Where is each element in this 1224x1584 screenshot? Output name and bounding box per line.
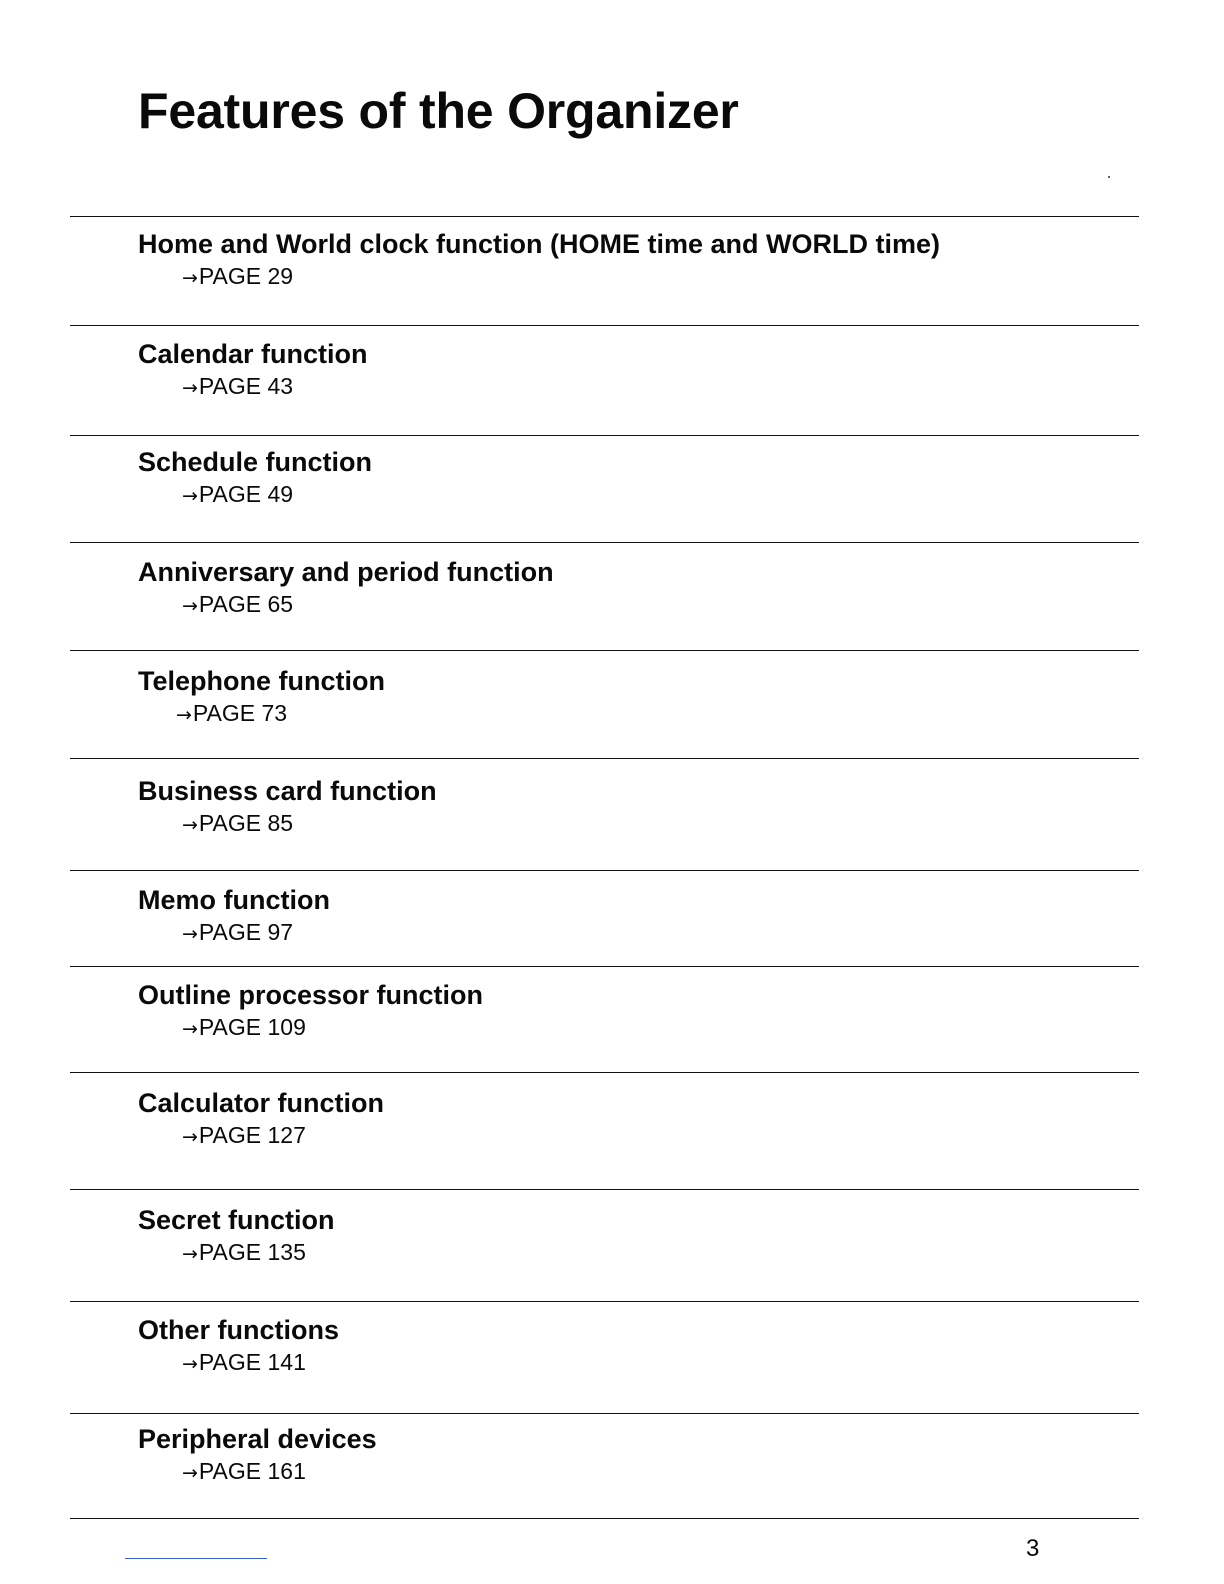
arrow-right-icon: → xyxy=(182,267,198,289)
feature-entry-secret xyxy=(138,1204,335,1268)
feature-title: Anniversary and period function xyxy=(138,557,554,587)
section-divider xyxy=(70,1189,1139,1190)
arrow-right-icon: → xyxy=(182,1018,198,1040)
page-reference-text: PAGE 85 xyxy=(198,810,294,836)
feature-entry-other-functions xyxy=(138,1314,339,1378)
feature-entry-calculator xyxy=(138,1087,384,1151)
page-reference xyxy=(182,1457,377,1487)
page-reference xyxy=(182,262,940,292)
section-divider xyxy=(70,216,1139,217)
page-reference-text: PAGE 49 xyxy=(198,481,294,507)
page-reference xyxy=(182,1348,339,1378)
page-reference-text: PAGE 43 xyxy=(198,373,294,399)
page-reference-text: PAGE 141 xyxy=(198,1349,306,1375)
feature-entry-calendar xyxy=(138,338,368,402)
section-divider xyxy=(70,1072,1139,1073)
page-reference xyxy=(182,1238,335,1268)
section-divider xyxy=(70,966,1139,967)
feature-title: Outline processor function xyxy=(138,980,484,1010)
page-reference-text: PAGE 73 xyxy=(192,700,288,726)
page-reference-text: PAGE 135 xyxy=(198,1239,306,1265)
arrow-right-icon: → xyxy=(182,485,198,507)
arrow-right-icon: → xyxy=(182,1126,198,1148)
feature-title: Telephone function xyxy=(138,666,385,696)
feature-entry-peripheral-devices xyxy=(138,1423,377,1487)
arrow-right-icon: → xyxy=(182,1353,198,1375)
page-reference xyxy=(182,1121,384,1151)
page-title: Features of the Organizer xyxy=(138,83,739,139)
page-reference xyxy=(182,590,554,620)
feature-entry-schedule xyxy=(138,446,372,510)
arrow-right-icon: → xyxy=(182,814,198,836)
section-divider xyxy=(70,1413,1139,1414)
feature-title: Business card function xyxy=(138,776,437,806)
page-reference-text: PAGE 97 xyxy=(198,919,294,945)
feature-entry-memo xyxy=(138,884,330,948)
feature-entry-business-card xyxy=(138,775,437,839)
feature-title: Other functions xyxy=(138,1315,339,1345)
feature-entry-telephone xyxy=(138,665,385,729)
arrow-right-icon: → xyxy=(182,595,198,617)
page-reference-text: PAGE 127 xyxy=(198,1122,306,1148)
page-reference-text: PAGE 65 xyxy=(198,591,294,617)
arrow-right-icon: → xyxy=(182,923,198,945)
scan-speck xyxy=(1108,176,1110,178)
feature-title: Memo function xyxy=(138,885,330,915)
arrow-right-icon: → xyxy=(176,704,192,726)
page-reference xyxy=(182,480,372,510)
bottom-underline xyxy=(125,1558,267,1559)
section-divider xyxy=(70,870,1139,871)
section-divider xyxy=(70,435,1139,436)
feature-title: Calendar function xyxy=(138,339,368,369)
feature-entry-home-world-clock xyxy=(138,228,940,292)
page-reference xyxy=(182,918,330,948)
section-divider xyxy=(70,542,1139,543)
page-reference xyxy=(182,1013,483,1043)
page-reference xyxy=(176,699,385,729)
section-divider xyxy=(70,325,1139,326)
feature-entry-outline-processor xyxy=(138,979,483,1043)
page-reference-text: PAGE 29 xyxy=(198,263,294,289)
arrow-right-icon: → xyxy=(182,1243,198,1265)
section-divider xyxy=(70,1518,1139,1519)
arrow-right-icon: → xyxy=(182,377,198,399)
section-divider xyxy=(70,758,1139,759)
feature-title: Home and World clock function (HOME time and WORLD time) xyxy=(138,229,941,259)
arrow-right-icon: → xyxy=(182,1462,198,1484)
section-divider xyxy=(70,650,1139,651)
page-number: 3 xyxy=(1026,1535,1040,1562)
page-reference xyxy=(182,809,437,839)
feature-title: Peripheral devices xyxy=(138,1424,377,1454)
feature-entry-anniversary-period xyxy=(138,556,554,620)
page-reference-text: PAGE 161 xyxy=(198,1458,306,1484)
feature-title: Schedule function xyxy=(138,447,373,477)
page-reference xyxy=(182,372,368,402)
feature-title: Secret function xyxy=(138,1205,335,1235)
section-divider xyxy=(70,1301,1139,1302)
page-reference-text: PAGE 109 xyxy=(198,1014,306,1040)
feature-title: Calculator function xyxy=(138,1088,385,1118)
